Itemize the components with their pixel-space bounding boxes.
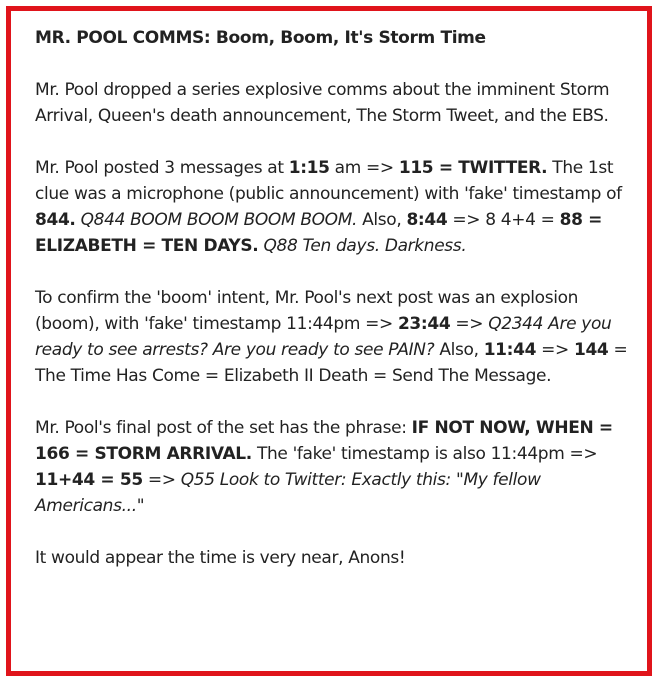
italic-segment: Q844 BOOM BOOM BOOM BOOM. bbox=[80, 210, 358, 230]
italic-segment: Q2344 Are you ready to see arrests? Are you ready to see PAIN? bbox=[35, 314, 612, 360]
paragraph-final-post bbox=[35, 415, 635, 519]
bold-segment: 844. bbox=[35, 210, 76, 230]
text-segment: Mr. Pool's final post of the set has the phrase: bbox=[35, 418, 412, 438]
text-segment: Mr. Pool posted 3 messages at bbox=[35, 158, 289, 178]
text-segment: = The Time Has Come = Elizabeth II Death = Send The Message. bbox=[35, 340, 628, 386]
paragraph-intro: Mr. Pool dropped a series explosive comms about the imminent Storm Arrival, Queen's death announcement, The Storm Tweet, and the EBS. bbox=[35, 80, 610, 126]
text-segment: Also, bbox=[434, 340, 484, 360]
text-segment: Also, bbox=[357, 210, 407, 230]
bold-segment: 8:44 bbox=[406, 210, 448, 230]
bold-segment: 144 bbox=[573, 340, 609, 360]
bold-segment: 11+44 = 55 bbox=[35, 470, 143, 490]
bold-segment: 88 = ELIZABETH = TEN DAYS. bbox=[35, 210, 603, 256]
article-frame bbox=[6, 6, 652, 676]
bold-segment: IF NOT NOW, WHEN = 166 = STORM ARRIVAL. bbox=[35, 418, 613, 464]
text-segment: The 'fake' timestamp is also 11:44pm => bbox=[251, 444, 598, 464]
article-body bbox=[35, 25, 635, 597]
text-segment: => bbox=[142, 470, 181, 490]
bold-segment: 23:44 bbox=[397, 314, 451, 334]
text-segment: To confirm the 'boom' intent, Mr. Pool's next post was an explosion (boom), with 'fake' timestamp 11:44pm => bbox=[35, 288, 579, 334]
text-segment: => bbox=[450, 314, 489, 334]
article-title: MR. POOL COMMS: Boom, Boom, It's Storm Time bbox=[35, 28, 486, 48]
bold-segment: 1:15 bbox=[288, 158, 330, 178]
text-segment: The 1st clue was a microphone (public announcement) with 'fake' timestamp of bbox=[35, 158, 622, 204]
text-segment: am => bbox=[329, 158, 399, 178]
paragraph-first-post bbox=[35, 155, 635, 259]
bold-segment: 11:44 bbox=[483, 340, 537, 360]
paragraph-second-post bbox=[35, 285, 635, 389]
bold-segment: 115 = TWITTER. bbox=[398, 158, 548, 178]
italic-segment: Q55 Look to Twitter: Exactly this: "My fellow Americans..." bbox=[35, 470, 541, 516]
paragraph-conclusion: It would appear the time is very near, Anons! bbox=[35, 548, 406, 568]
italic-segment: Q88 Ten days. Darkness. bbox=[263, 236, 467, 256]
text-segment: => 8 4+4 = bbox=[447, 210, 560, 230]
text-segment: => bbox=[536, 340, 574, 360]
